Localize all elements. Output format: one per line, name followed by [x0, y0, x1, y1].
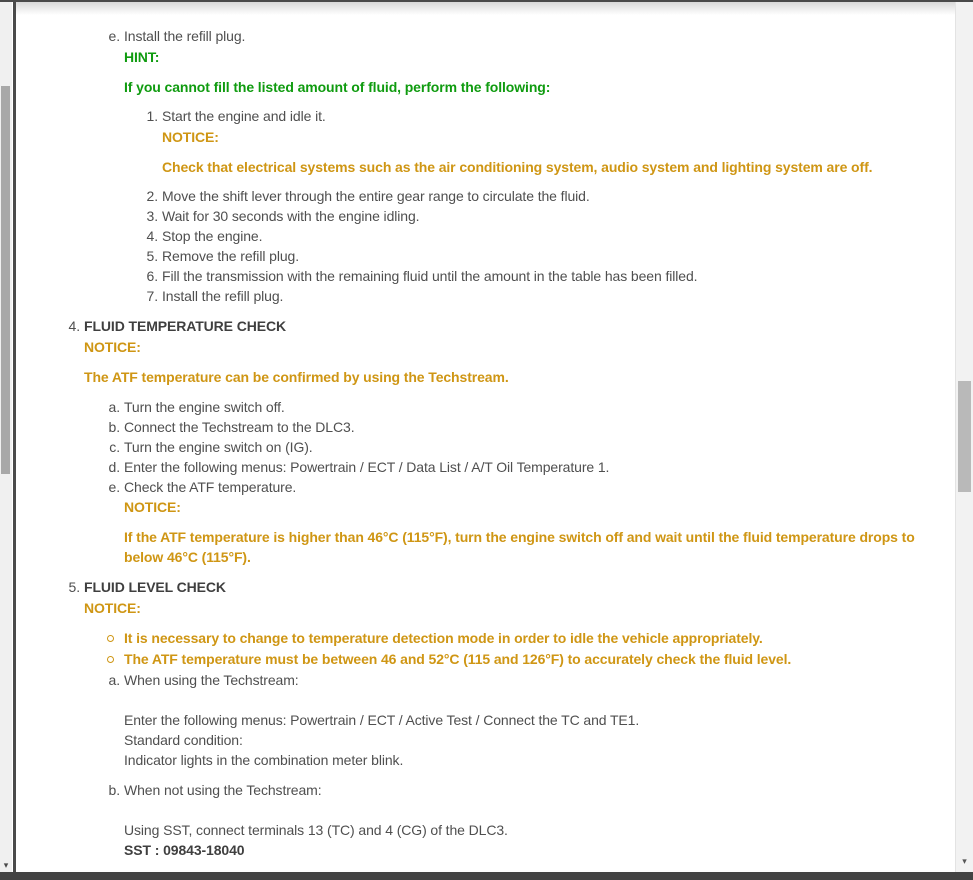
- step-d: [17, 457, 938, 477]
- hint-label: [17, 47, 938, 67]
- list-marker: 7.: [146, 288, 158, 304]
- line-text: Check the ATF temperature.: [124, 479, 297, 495]
- substep-2: [17, 186, 938, 206]
- notice-text: [17, 527, 938, 567]
- bullet-circle-icon: [107, 656, 114, 663]
- page-left-border: [13, 0, 16, 872]
- list-marker: e.: [108, 479, 120, 495]
- notice-label: [17, 127, 938, 147]
- notice-bullet-2: [17, 649, 938, 669]
- list-marker: d.: [108, 459, 120, 475]
- para-enter-menus: [17, 710, 938, 730]
- line-text: Turn the engine switch on (IG).: [124, 439, 313, 455]
- line-text: Turn the engine switch off.: [124, 399, 285, 415]
- para-standard-condition: [17, 730, 938, 750]
- list-marker: 4.: [146, 228, 158, 244]
- line-text: Connect the Techstream to the DLC3.: [124, 419, 355, 435]
- page-bottom-border: [0, 872, 973, 880]
- list-marker: 4.: [68, 318, 80, 334]
- line-text: NOTICE:: [84, 600, 141, 616]
- line-text: If the ATF temperature is higher than 46°C (115°F), turn the engine switch off and wait until the fluid temperature drops to below 46°C (115°F).: [124, 529, 915, 565]
- line-text: Standard condition:: [124, 732, 243, 748]
- list-marker: 5.: [68, 579, 80, 595]
- page-top-border: [0, 0, 973, 2]
- section-5-heading: [17, 577, 938, 597]
- left-scrollbar-track[interactable]: [0, 0, 12, 872]
- line-text: Fill the transmission with the remaining fluid until the amount in the table has been filled.: [162, 268, 698, 284]
- step-install-refill-plug: [17, 26, 938, 46]
- line-text: FLUID TEMPERATURE CHECK: [84, 318, 286, 334]
- substep-6: [17, 266, 938, 286]
- line-text: Move the shift lever through the entire gear range to circulate the fluid.: [162, 188, 590, 204]
- line-text: The ATF temperature must be between 46 and 52°C (115 and 126°F) to accurately check the fluid level.: [124, 651, 792, 667]
- list-marker: 3.: [146, 208, 158, 224]
- left-scrollbar-thumb[interactable]: [1, 86, 10, 474]
- substep-3: [17, 206, 938, 226]
- notice-text: [17, 157, 938, 177]
- line-text: Wait for 30 seconds with the engine idling.: [162, 208, 420, 224]
- line-text: Enter the following menus: Powertrain / ECT / Active Test / Connect the TC and TE1.: [124, 712, 640, 728]
- line-text: If you cannot fill the listed amount of fluid, perform the following:: [124, 79, 551, 95]
- right-scrollbar-track[interactable]: [955, 2, 973, 872]
- line-text: Install the refill plug.: [124, 28, 246, 44]
- bullet-circle-icon: [107, 635, 114, 642]
- hint-text: [17, 77, 938, 97]
- list-marker: a.: [108, 399, 120, 415]
- para-indicator-lights: [17, 750, 938, 770]
- line-text: Indicator lights in the combination meter blink.: [124, 752, 404, 768]
- line-text: NOTICE:: [124, 499, 181, 515]
- scroll-down-icon[interactable]: ▾: [3, 860, 9, 870]
- list-marker: 2.: [146, 188, 158, 204]
- line-text: NOTICE:: [84, 339, 141, 355]
- substep-5: [17, 246, 938, 266]
- list-marker: 6.: [146, 268, 158, 284]
- line-text: Install the refill plug.: [162, 288, 284, 304]
- line-text: When not using the Techstream:: [124, 782, 322, 798]
- notice-text: [17, 367, 938, 387]
- line-text: It is necessary to change to temperature detection mode in order to idle the vehicle appropriately.: [124, 630, 763, 646]
- line-text: HINT:: [124, 49, 160, 65]
- notice-label: [17, 337, 938, 357]
- line-text: Stop the engine.: [162, 228, 263, 244]
- notice-bullet-1: [17, 628, 938, 648]
- content: [17, 2, 938, 860]
- step-b: [17, 417, 938, 437]
- list-marker: a.: [108, 672, 120, 688]
- line-text: Check that electrical systems such as the air conditioning system, audio system and lighting system are off.: [162, 159, 873, 175]
- line-text: When using the Techstream:: [124, 672, 299, 688]
- step-e: [17, 477, 938, 497]
- scroll-down-icon[interactable]: ▾: [962, 856, 967, 866]
- line-text: Enter the following menus: Powertrain / ECT / Data List / A/T Oil Temperature 1.: [124, 459, 610, 475]
- line-text: Remove the refill plug.: [162, 248, 299, 264]
- notice-label: [17, 497, 938, 517]
- sst-number: [17, 840, 938, 860]
- list-marker: b.: [108, 419, 120, 435]
- list-marker: 1.: [146, 108, 158, 124]
- line-text: Start the engine and idle it.: [162, 108, 326, 124]
- list-marker: b.: [108, 782, 120, 798]
- step-a-techstream: [17, 670, 938, 690]
- line-text: Using SST, connect terminals 13 (TC) and 4 (CG) of the DLC3.: [124, 822, 508, 838]
- line-text: SST : 09843-18040: [124, 842, 245, 858]
- step-b-no-techstream: [17, 780, 938, 800]
- step-c: [17, 437, 938, 457]
- list-marker: 5.: [146, 248, 158, 264]
- right-scrollbar-thumb[interactable]: [958, 381, 971, 492]
- list-marker: e.: [108, 28, 120, 44]
- substep-1: [17, 106, 938, 126]
- para-using-sst: [17, 820, 938, 840]
- step-a: [17, 397, 938, 417]
- substep-4: [17, 226, 938, 246]
- substep-7: [17, 286, 938, 306]
- section-4-heading: [17, 316, 938, 336]
- line-text: The ATF temperature can be confirmed by using the Techstream.: [84, 369, 509, 385]
- line-text: FLUID LEVEL CHECK: [84, 579, 226, 595]
- notice-label: [17, 598, 938, 618]
- line-text: NOTICE:: [162, 129, 219, 145]
- list-marker: c.: [109, 439, 120, 455]
